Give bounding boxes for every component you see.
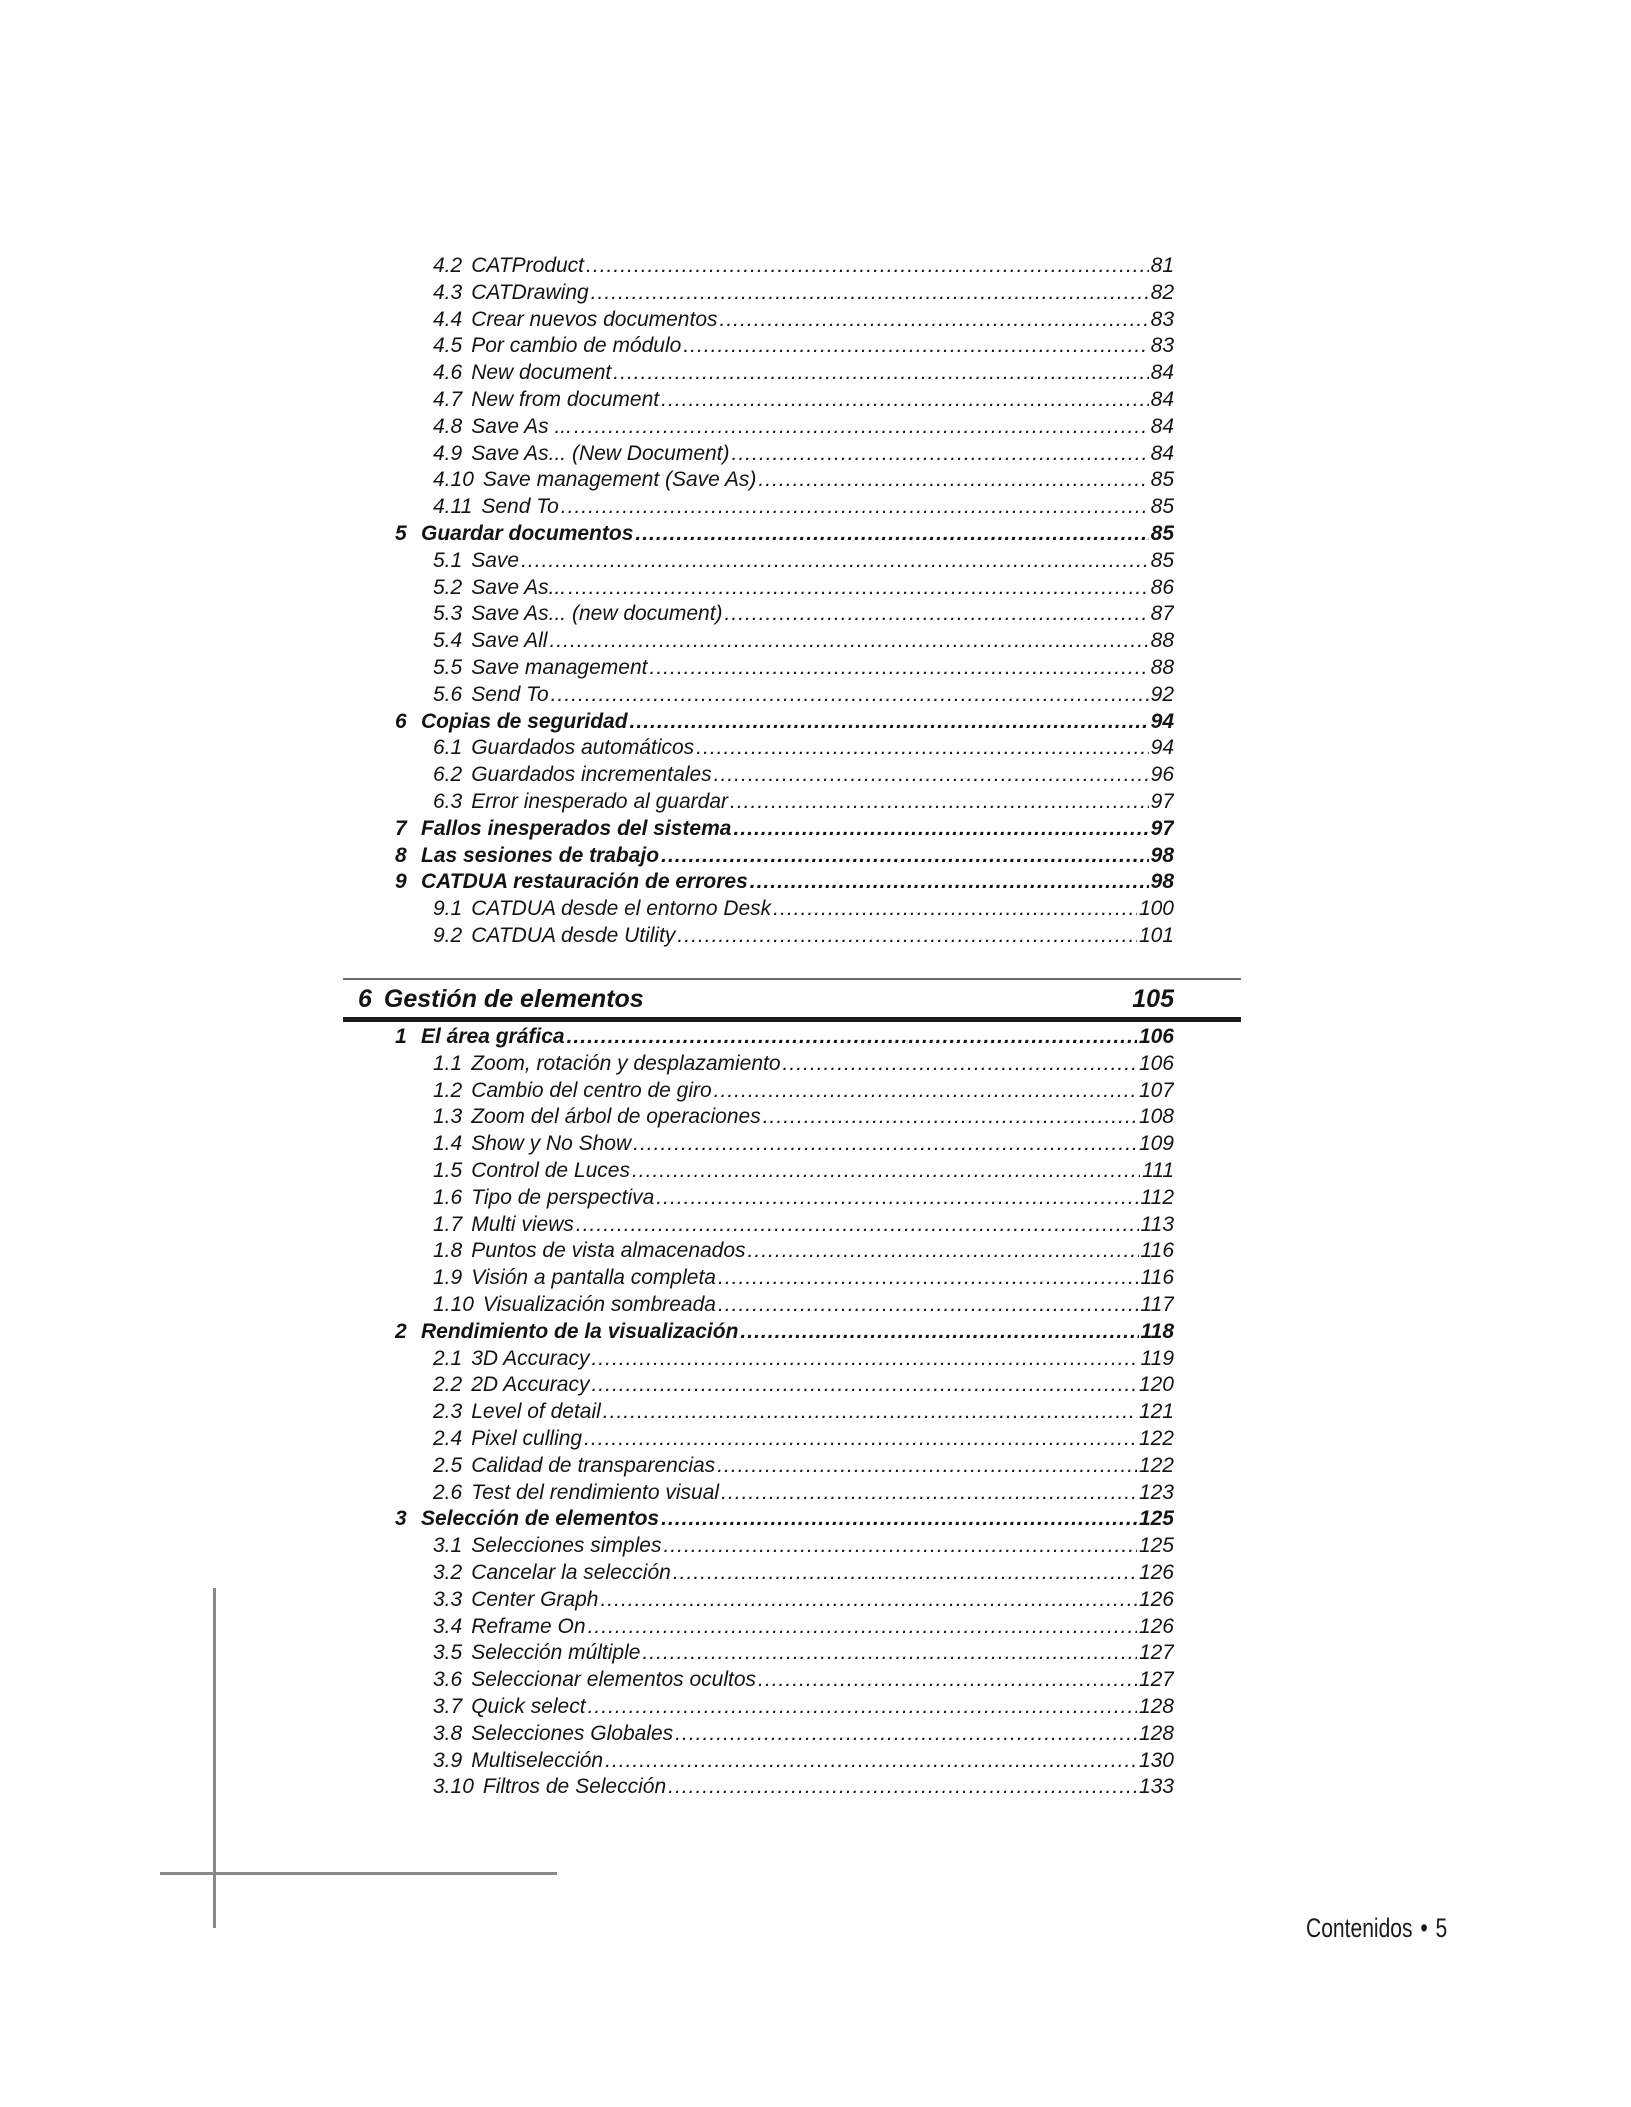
toc-dot-leader: [632, 1158, 1140, 1184]
toc-entry-title: CATProduct: [471, 254, 585, 277]
toc-entry-page: 87: [1150, 602, 1174, 626]
chapter-page-number: 105: [1132, 985, 1174, 1013]
toc-entry-title: 3D Accuracy: [471, 1346, 590, 1370]
toc-entry-number: 2.1: [433, 1346, 463, 1370]
toc-section-entry[interactable]: [395, 816, 1174, 842]
toc-dot-leader: [677, 923, 1137, 949]
toc-dot-leader: [725, 601, 1149, 627]
toc-entry-number: 2: [395, 1319, 407, 1343]
toc-entry-number: 6.3: [433, 790, 463, 813]
toc-dot-leader: [673, 1560, 1137, 1586]
toc-entry-title: Puntos de vista almacenados: [471, 1239, 746, 1263]
toc-subsection-entry[interactable]: [433, 655, 1174, 681]
toc-entry-title: Rendimiento de la visualización: [421, 1319, 739, 1343]
toc-entry-number: 3.8: [433, 1721, 463, 1745]
toc-entry-page: 116: [1140, 1266, 1174, 1290]
toc-entry-number: 3.10: [433, 1775, 474, 1799]
toc-subsection-entry[interactable]: [433, 735, 1174, 761]
toc-dot-leader: [750, 869, 1149, 895]
toc-entry-number: 5.2: [433, 575, 463, 599]
toc-subsection-entry[interactable]: [433, 1640, 1174, 1666]
toc-entry-title: Send To: [481, 495, 559, 519]
toc-subsection-entry[interactable]: [433, 1212, 1174, 1238]
toc-entry-page: 128: [1138, 1695, 1174, 1718]
toc-dot-leader: [714, 1078, 1137, 1104]
toc-entry-number: 2.5: [433, 1453, 463, 1477]
toc-dot-leader: [633, 1131, 1137, 1157]
toc-subsection-entry[interactable]: [433, 414, 1174, 440]
toc-entry-number: 3: [395, 1507, 407, 1531]
toc-entry-number: 3.5: [433, 1641, 463, 1665]
toc-subsection-entry[interactable]: [433, 333, 1174, 359]
toc-entry-page: 107: [1138, 1078, 1174, 1102]
toc-entry-page: 127: [1138, 1668, 1174, 1692]
toc-entry-title: Crear nuevos documentos: [471, 307, 718, 331]
toc-dot-leader: [718, 1265, 1139, 1291]
toc-entry-title: Por cambio de módulo: [471, 334, 682, 358]
toc-entry-page: 130: [1138, 1748, 1174, 1772]
toc-dot-leader: [661, 387, 1149, 413]
toc-subsection-entry[interactable]: [433, 280, 1174, 306]
toc-entry-page: 83: [1150, 307, 1174, 331]
toc-entry-number: 4.2: [433, 254, 463, 277]
toc-subsection-entry[interactable]: [433, 1078, 1174, 1104]
toc-entry-number: 6.1: [433, 736, 463, 760]
toc-dot-leader: [668, 1774, 1137, 1800]
toc-entry-number: 4.3: [433, 280, 463, 304]
toc-subsection-entry[interactable]: [433, 441, 1174, 467]
toc-entry-number: 8: [395, 843, 407, 867]
toc-dot-leader: [661, 843, 1149, 869]
toc-subsection-entry[interactable]: [433, 1104, 1174, 1130]
toc-subsection-entry[interactable]: [433, 1131, 1174, 1157]
toc-entry-page: 123: [1138, 1480, 1174, 1504]
toc-dot-leader: [732, 441, 1149, 467]
toc-entry-number: 1.9: [433, 1266, 463, 1290]
toc-dot-leader: [649, 655, 1148, 681]
toc-entry-title: Selecciones simples: [471, 1534, 662, 1558]
toc-dot-leader: [758, 1667, 1137, 1693]
toc-entry-page: 97: [1150, 790, 1174, 813]
toc-entry-title: Zoom, rotación y desplazamiento: [471, 1051, 781, 1075]
chapter-bottom-rule: [343, 1017, 1241, 1022]
toc-dot-leader: [588, 1694, 1137, 1720]
toc-subsection-entry[interactable]: [433, 1265, 1174, 1291]
toc-entry-title: Las sesiones de trabajo: [421, 843, 660, 867]
toc-entry-page: 122: [1138, 1453, 1174, 1477]
toc-dot-leader: [588, 1614, 1137, 1640]
toc-entry-number: 1.10: [433, 1293, 474, 1316]
toc-entry-number: 1.3: [433, 1105, 463, 1129]
toc-entry-number: 4.5: [433, 334, 463, 358]
crop-mark-vertical: [213, 1588, 216, 1928]
toc-dot-leader: [591, 1346, 1138, 1372]
toc-entry-number: 4.10: [433, 468, 474, 492]
toc-entry-page: 126: [1138, 1614, 1174, 1638]
toc-section-entry[interactable]: [395, 1024, 1174, 1050]
toc-entry-title: Copias de seguridad: [421, 709, 628, 733]
toc-subsection-entry[interactable]: [433, 307, 1174, 333]
toc-entry-page: 108: [1138, 1105, 1174, 1129]
toc-entry-number: 2.4: [433, 1427, 463, 1450]
toc-subsection-entry[interactable]: [433, 1694, 1174, 1720]
toc-entry-page: 85: [1150, 548, 1174, 572]
toc-entry-title: Save As... (new document): [471, 602, 723, 626]
toc-entry-title: Guardados automáticos: [471, 736, 695, 760]
toc-entry-number: 1.5: [433, 1159, 463, 1182]
toc-entry-page: 84: [1150, 414, 1174, 438]
toc-section-entry[interactable]: [395, 1506, 1174, 1532]
toc-dot-leader: [773, 896, 1137, 922]
toc-subsection-entry[interactable]: [433, 387, 1174, 413]
toc-entry-number: 1.8: [433, 1239, 463, 1263]
toc-dot-leader: [730, 789, 1149, 815]
toc-entry-number: 6: [395, 709, 407, 733]
toc-entry-page: 86: [1150, 575, 1174, 599]
toc-subsection-entry[interactable]: [433, 1238, 1174, 1264]
toc-entry-title: Zoom del árbol de operaciones: [471, 1105, 761, 1129]
toc-entry-page: 82: [1150, 280, 1174, 304]
toc-entry-page: 116: [1140, 1239, 1174, 1263]
toc-dot-leader: [576, 1212, 1139, 1238]
toc-entry-page: 96: [1150, 763, 1174, 787]
toc-entry-page: 88: [1150, 656, 1174, 679]
toc-entry-title: Visión a pantalla completa: [471, 1266, 716, 1290]
toc-dot-leader: [574, 414, 1149, 440]
toc-entry-title: New document: [471, 361, 612, 385]
toc-dot-leader: [663, 1533, 1136, 1559]
toc-subsection-entry[interactable]: [433, 467, 1174, 493]
toc-entry-number: 4.7: [433, 388, 463, 411]
toc-entry-title: Quick select: [471, 1695, 586, 1718]
toc-entry-page: 100: [1138, 897, 1174, 921]
toc-entry-title: Center Graph: [471, 1587, 599, 1611]
toc-subsection-entry[interactable]: [433, 1748, 1174, 1774]
toc-entry-page: 85: [1150, 522, 1174, 545]
toc-entry-page: 85: [1150, 468, 1174, 492]
toc-dot-leader: [758, 467, 1148, 493]
toc-subsection-entry[interactable]: [433, 1614, 1174, 1640]
toc-dot-leader: [613, 360, 1148, 386]
toc-entry-number: 1.7: [433, 1212, 463, 1236]
toc-entry-number: 4.11: [433, 495, 473, 519]
toc-entry-page: 121: [1138, 1400, 1174, 1424]
toc-subsection-entry[interactable]: [433, 1721, 1174, 1747]
toc-subsection-entry[interactable]: [433, 789, 1174, 815]
toc-entry-page: 118: [1140, 1319, 1174, 1343]
chapter-top-rule: [343, 978, 1241, 980]
toc-entry-page: 84: [1150, 361, 1174, 385]
toc-entry-number: 4.9: [433, 441, 463, 465]
toc-entry-title: Cambio del centro de giro: [471, 1078, 712, 1102]
toc-subsection-entry[interactable]: [433, 1372, 1174, 1398]
toc-entry-title: Save As ...: [471, 414, 572, 438]
toc-subsection-entry[interactable]: [433, 1292, 1174, 1318]
toc-dot-leader: [591, 280, 1149, 306]
toc-entry-number: 2.3: [433, 1400, 463, 1424]
toc-entry-title: Fallos inesperados del sistema: [421, 816, 732, 840]
toc-entry-page: 106: [1138, 1025, 1174, 1048]
toc-dot-leader: [675, 1721, 1137, 1747]
toc-dot-leader: [748, 1238, 1139, 1264]
toc-entry-number: 5.3: [433, 602, 463, 626]
toc-entry-title: Save As...: [471, 575, 567, 599]
toc-dot-leader: [586, 253, 1149, 279]
toc-entry-title: Save management (Save As): [482, 468, 757, 492]
toc-entry-number: 3.1: [433, 1534, 463, 1558]
toc-subsection-entry[interactable]: [433, 682, 1174, 708]
toc-entry-title: Cancelar la selección: [471, 1561, 671, 1584]
toc-dot-leader: [605, 1748, 1137, 1774]
toc-subsection-entry[interactable]: [433, 896, 1174, 922]
toc-section-entry[interactable]: [395, 1319, 1174, 1345]
toc-entry-title: Selecciones Globales: [471, 1721, 674, 1745]
toc-entry-page: 111: [1142, 1159, 1174, 1182]
toc-entry-title: CATDrawing: [471, 280, 589, 304]
toc-subsection-entry[interactable]: [433, 253, 1174, 279]
toc-entry-title: CATDUA desde el entorno Desk: [471, 897, 772, 921]
toc-entry-number: 9.2: [433, 924, 463, 947]
toc-entry-number: 1.2: [433, 1078, 463, 1102]
toc-subsection-entry[interactable]: [433, 601, 1174, 627]
toc-subsection-entry[interactable]: [433, 360, 1174, 386]
toc-subsection-entry[interactable]: [433, 1399, 1174, 1425]
toc-entry-title: Save As... (New Document): [471, 441, 730, 465]
toc-dot-leader: [763, 1104, 1137, 1130]
toc-section-entry[interactable]: [395, 521, 1174, 547]
toc-entry-page: 112: [1140, 1185, 1174, 1209]
toc-entry-page: 92: [1150, 682, 1174, 706]
toc-entry-number: 7: [395, 816, 407, 840]
toc-entry-number: 1.4: [433, 1132, 463, 1156]
toc-entry-number: 2.2: [433, 1373, 463, 1397]
toc-entry-page: 98: [1150, 870, 1174, 894]
toc-entry-title: Visualización sombreada: [482, 1293, 716, 1316]
toc-entry-title: Save All: [471, 629, 548, 653]
toc-entry-page: 128: [1138, 1721, 1174, 1745]
toc-dot-leader: [696, 735, 1148, 761]
toc-dot-leader: [630, 709, 1149, 735]
toc-dot-leader: [642, 1640, 1136, 1666]
toc-entry-page: 84: [1150, 441, 1174, 465]
toc-section-entry[interactable]: [395, 843, 1174, 869]
toc-entry-number: 1: [395, 1025, 407, 1048]
toc-dot-leader: [591, 1372, 1136, 1398]
toc-entry-title: Tipo de perspectiva: [471, 1185, 655, 1209]
toc-entry-number: 9.1: [433, 897, 463, 921]
crop-mark-horizontal: [160, 1872, 557, 1875]
toc-subsection-entry[interactable]: [433, 1453, 1174, 1479]
toc-entry-number: 3.7: [433, 1695, 463, 1718]
toc-entry-title: El área gráfica: [421, 1025, 565, 1048]
toc-subsection-entry[interactable]: [433, 1480, 1174, 1506]
toc-entry-title: Test del rendimiento visual: [471, 1480, 720, 1504]
toc-subsection-entry[interactable]: [433, 1667, 1174, 1693]
toc-entry-number: 1.6: [433, 1185, 463, 1209]
toc-entry-page: 127: [1138, 1641, 1174, 1665]
toc-entry-title: Multi views: [471, 1212, 574, 1236]
toc-entry-number: 3.4: [433, 1614, 463, 1638]
toc-entry-number: 3.2: [433, 1561, 463, 1584]
toc-entry-page: 97: [1150, 816, 1174, 840]
toc-dot-leader: [714, 762, 1149, 788]
toc-entry-title: Error inesperado al guardar: [471, 790, 729, 813]
toc-subsection-entry[interactable]: [433, 1587, 1174, 1613]
toc-section-entry[interactable]: [395, 709, 1174, 735]
toc-entry-page: 94: [1150, 736, 1174, 760]
toc-entry-title: 2D Accuracy: [471, 1373, 590, 1397]
toc-entry-page: 101: [1138, 924, 1174, 947]
toc-entry-title: Selección de elementos: [421, 1507, 660, 1531]
toc-entry-number: 5.6: [433, 682, 463, 706]
toc-subsection-entry[interactable]: [433, 1426, 1174, 1452]
toc-entry-page: 83: [1150, 334, 1174, 358]
toc-entry-page: 85: [1150, 495, 1174, 519]
toc-entry-page: 81: [1150, 254, 1174, 277]
footer-label: Contenidos: [1306, 1913, 1413, 1943]
toc-entry-page: 106: [1138, 1051, 1174, 1075]
toc-dot-leader: [683, 333, 1148, 359]
toc-subsection-entry[interactable]: [433, 1185, 1174, 1211]
toc-entry-number: 4.8: [433, 414, 463, 438]
page-footer: [1306, 1912, 1447, 1944]
toc-dot-leader: [561, 494, 1149, 520]
toc-subsection-entry[interactable]: [433, 762, 1174, 788]
toc-entry-page: 113: [1140, 1212, 1174, 1236]
toc-entry-number: 3.3: [433, 1587, 463, 1611]
toc-entry-page: 84: [1150, 388, 1174, 411]
toc-subsection-entry[interactable]: [433, 1774, 1174, 1800]
toc-entry-page: 98: [1150, 843, 1174, 867]
toc-dot-leader: [718, 1292, 1139, 1318]
toc-entry-number: 3.6: [433, 1668, 463, 1692]
toc-dot-leader: [717, 1453, 1137, 1479]
chapter-heading: [343, 978, 1241, 1022]
chapter-number: 6: [358, 985, 372, 1013]
toc-subsection-entry[interactable]: [433, 628, 1174, 654]
toc-entry-page: 126: [1138, 1561, 1174, 1584]
toc-entry-number: 1.1: [433, 1051, 463, 1075]
toc-subsection-entry[interactable]: [433, 923, 1174, 949]
toc-entry-title: Multiselección: [471, 1748, 604, 1772]
toc-entry-title: Calidad de transparencias: [471, 1453, 716, 1477]
toc-entry-page: 125: [1138, 1507, 1174, 1531]
toc-entry-page: 109: [1138, 1132, 1174, 1156]
toc-entry-title: Guardados incrementales: [471, 763, 712, 787]
toc-entry-title: CATDUA desde Utility: [471, 924, 676, 947]
toc-entry-number: 5.5: [433, 656, 463, 679]
toc-dot-leader: [603, 1399, 1137, 1425]
toc-entry-title: Filtros de Selección: [482, 1775, 667, 1799]
toc-entry-title: Pixel culling: [471, 1427, 583, 1450]
toc-entry-number: 9: [395, 870, 407, 894]
toc-entry-number: 4.6: [433, 361, 463, 385]
toc-subsection-entry[interactable]: [433, 1051, 1174, 1077]
toc-dot-leader: [783, 1051, 1137, 1077]
toc-entry-number: 5.4: [433, 629, 463, 653]
toc-entry-title: Reframe On: [471, 1614, 586, 1638]
toc-dot-leader: [635, 521, 1148, 547]
toc-dot-leader: [600, 1587, 1137, 1613]
toc-entry-page: 125: [1138, 1534, 1174, 1558]
toc-subsection-entry[interactable]: [433, 575, 1174, 601]
chapter-title-text: Gestión de elementos: [383, 985, 644, 1013]
toc-entry-title: CATDUA restauración de errores: [421, 870, 748, 894]
toc-dot-leader: [661, 1506, 1137, 1532]
toc-entry-number: 3.9: [433, 1748, 463, 1772]
toc-entry-page: 120: [1138, 1373, 1174, 1397]
toc-entry-title: Level of detail: [471, 1400, 601, 1424]
toc-subsection-entry[interactable]: [433, 1158, 1174, 1184]
toc-subsection-entry[interactable]: [433, 548, 1174, 574]
toc-dot-leader: [549, 628, 1148, 654]
toc-entry-title: Seleccionar elementos ocultos: [471, 1668, 757, 1692]
toc-entry-title: Show y No Show: [471, 1132, 632, 1156]
toc-entry-number: 5: [395, 522, 407, 545]
toc-entry-page: 88: [1150, 629, 1174, 653]
footer-page-number: 5: [1435, 1913, 1448, 1943]
toc-entry-page: 119: [1140, 1346, 1174, 1370]
toc-entry-title: Guardar documentos: [421, 522, 634, 545]
toc-entry-number: 5.1: [433, 548, 463, 572]
toc-entry-number: 4.4: [433, 307, 463, 331]
toc-entry-page: 126: [1138, 1587, 1174, 1611]
toc-dot-leader: [720, 307, 1149, 333]
toc-entry-title: Save: [471, 548, 520, 572]
toc-dot-leader: [521, 548, 1149, 574]
toc-dot-leader: [584, 1426, 1137, 1452]
toc-entry-number: 6.2: [433, 763, 463, 787]
toc-entry-title: Save management: [471, 656, 648, 679]
toc-subsection-entry[interactable]: [433, 1560, 1174, 1586]
footer-separator: •: [1420, 1913, 1428, 1943]
toc-entry-page: 117: [1140, 1293, 1174, 1316]
toc-dot-leader: [567, 1024, 1137, 1050]
toc-subsection-entry[interactable]: [433, 494, 1174, 520]
toc-entry-title: Selección múltiple: [471, 1641, 641, 1665]
toc-dot-leader: [721, 1480, 1137, 1506]
toc-entry-title: Control de Luces: [471, 1159, 630, 1182]
toc-dot-leader: [740, 1319, 1138, 1345]
toc-entry-page: 94: [1150, 709, 1174, 733]
toc-entry-number: 2.6: [433, 1480, 463, 1504]
chapter-title[interactable]: [358, 984, 644, 1014]
toc-section-entry[interactable]: [395, 869, 1174, 895]
toc-dot-leader: [656, 1185, 1138, 1211]
toc-subsection-entry[interactable]: [433, 1533, 1174, 1559]
toc-dot-leader: [568, 575, 1149, 601]
toc-entry-page: 122: [1138, 1427, 1174, 1450]
toc-entry-title: Send To: [471, 682, 549, 706]
toc-entry-page: 133: [1138, 1775, 1174, 1799]
toc-subsection-entry[interactable]: [433, 1346, 1174, 1372]
toc-dot-leader: [733, 816, 1148, 842]
toc-entry-title: New from document: [471, 388, 660, 411]
toc-dot-leader: [551, 682, 1149, 708]
